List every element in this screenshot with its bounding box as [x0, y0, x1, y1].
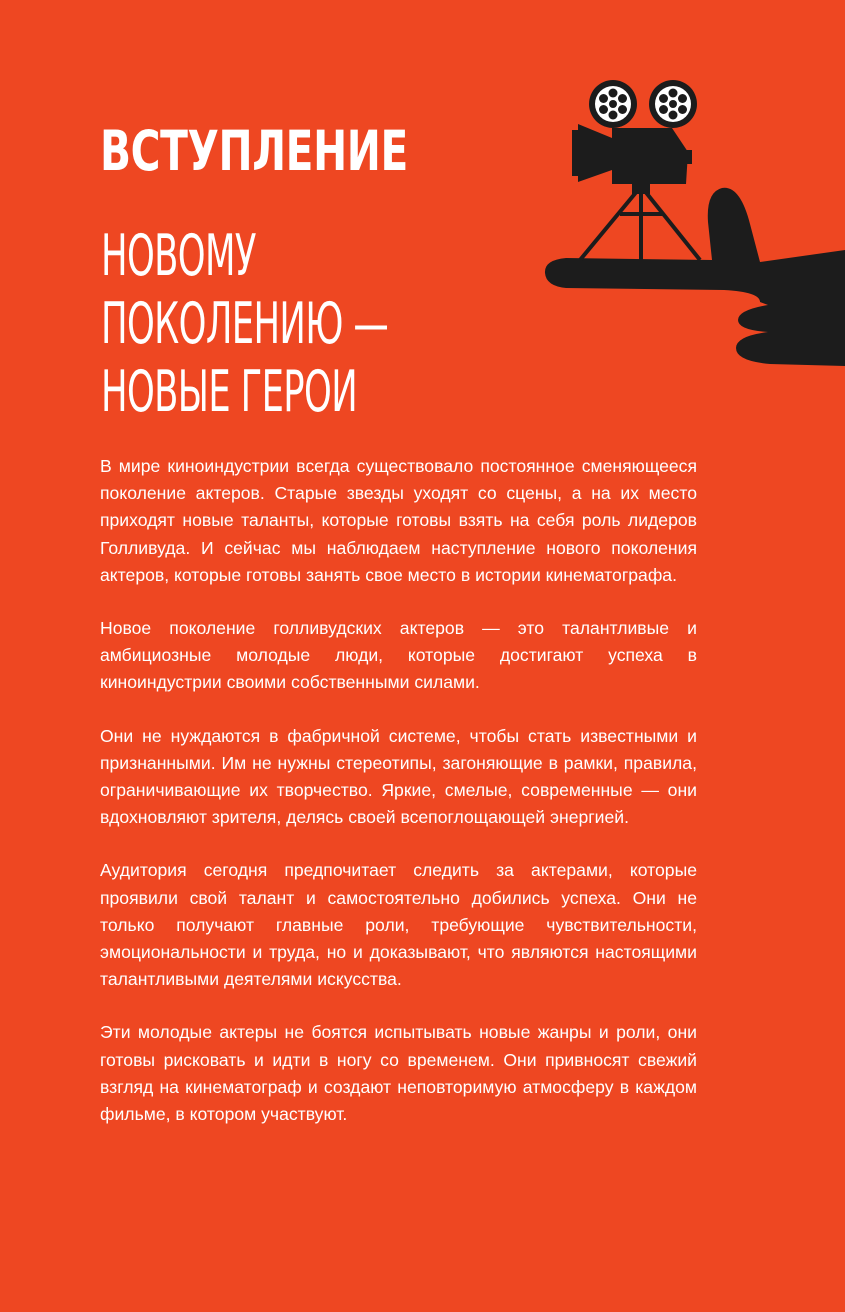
- film-camera-on-pointing-hand-icon: [540, 76, 845, 372]
- chapter-body: [100, 453, 697, 1154]
- chapter-subheading: [101, 222, 388, 426]
- film-reel-icon: [649, 80, 697, 128]
- body-paragraph: Новое поколение голливудских актеров — это талантливые и амбициозные молодые люди, которые достигают успеха в киноиндустрии своими собственными силами.: [100, 618, 697, 693]
- subheading-line: НОВЫЕ ГЕРОИ: [101, 359, 358, 425]
- film-reel-icon: [589, 80, 637, 128]
- film-camera-icon: [572, 124, 692, 184]
- tripod-icon: [580, 190, 700, 262]
- subheading-line: НОВОМУ: [101, 223, 256, 289]
- body-paragraph: В мире киноиндустрии всегда существовало постоянное сменяющееся поколение актеров. Старые звезды уходят со сцены, а на их место приходят новые таланты, которые готовы взять на себя роль лидеров Голливуда. И сейчас мы наблюдаем наступление нового поколения актеров, которые готовы занять свое место в истории кинематографа.: [100, 456, 697, 585]
- body-paragraph: Аудитория сегодня предпочитает следить за актерами, которые проявили свой талант и самостоятельно добились успеха. Они не только получают главные роли, требующие чувствительности, эмоциональности и труда, но и доказывают, что являются настоящими талантливыми деятелями искусства.: [100, 860, 697, 990]
- chapter-heading: ВСТУПЛЕНИЕ: [100, 119, 408, 183]
- body-paragraph: Они не нуждаются в фабричной системе, чтобы стать известными и признанными. Им не нужны стереотипы, загоняющие в рамки, правила, ограничивающие их творчество. Яркие, смелые, современные — они вдохновляют зрителя, делясь своей всепоглощающей энергией.: [100, 725, 697, 828]
- pointing-hand-icon: [545, 188, 845, 366]
- body-paragraph: Эти молодые актеры не боятся испытывать новые жанры и роли, они готовы рисковать и идти в ногу со временем. Они привносят свежий взгляд на кинематограф и создают неповторимую атмосферу в каждом фильме, в котором участвуют.: [100, 1022, 697, 1125]
- subheading-line: ПОКОЛЕНИЮ —: [101, 291, 389, 357]
